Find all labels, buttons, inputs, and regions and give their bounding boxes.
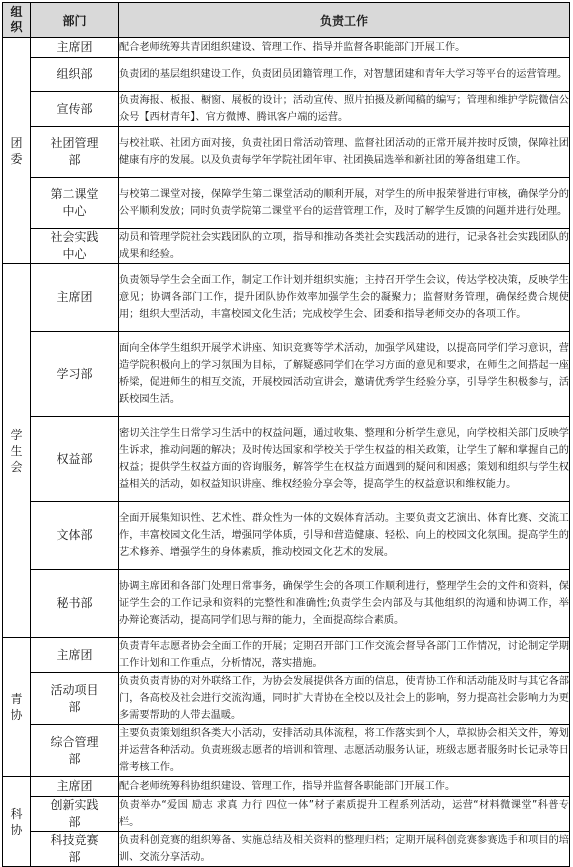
dept-label: 综合管理部 bbox=[50, 734, 99, 766]
dept-cell bbox=[31, 417, 119, 502]
table-row bbox=[3, 264, 570, 332]
dept-cell bbox=[31, 638, 119, 673]
dept-label: 主席团 bbox=[56, 647, 93, 662]
org-label: 团委 bbox=[10, 135, 23, 166]
org-label: 青协 bbox=[10, 692, 23, 722]
duty-cell: 负责举办“爱国 励志 求真 力行 四位一体”材子素质提升工程系列活动，运营“材料微课堂”科普专栏。 bbox=[119, 797, 570, 832]
table-row bbox=[3, 725, 570, 777]
table-row bbox=[3, 229, 570, 264]
header-duty: 负责工作 bbox=[119, 3, 570, 38]
table-row bbox=[3, 38, 570, 58]
dept-cell bbox=[31, 58, 119, 92]
duty-cell: 密切关注学生日常学习生活中的权益问题，通过收集、整理和分析学生意见，向学校相关部门反映学生诉求，推动问题的解决；及时传达国家和学校关于学生权益的相关政策，让学生了解和掌握自己的权益；提供学生权益方面的咨询服务，解答学生在权益方面遇到的疑问和困惑；策划和组织与学生权益相关的活动，如权益知识讲座、维权经验分享会等，提高学生的权益意识和维权能力。 bbox=[119, 417, 570, 502]
duty-cell: 面向全体学生组织开展学术讲座、知识竞赛等学术活动，加强学风建设，以提高同学们学习意识，营造学院积极向上的学习氛围为目标，了解疑惑同学们在学习方面的意见和要求，在师生之间搭起一座桥梁，促进师生的相互交流，开展校园活动宣讲会，邀请优秀学生经验分享，引导学生积极参与，活跃校园生活。 bbox=[119, 332, 570, 417]
org-label: 科协 bbox=[10, 806, 23, 837]
dept-label: 文体部 bbox=[56, 528, 93, 542]
duty-cell: 负责负责青协的对外联络工作，为协会发展提供各方面的信息，使青协工作和活动能及时与其它各部门，各高校及社会进行交流沟通，同时扩大青协在全校以及社会上的影响，努力提高社会影响力为更多需要帮助的人带去温暖。 bbox=[119, 673, 570, 725]
dept-label: 组织部 bbox=[56, 67, 93, 81]
org-label: 学生会 bbox=[10, 427, 23, 474]
duty-cell: 负责海报、板报、橱窗、展板的设计；活动宣传、照片拍摄及新闻稿的编写；管理和维护学院微信公众号【西材青年】、官方微博、腾讯客户端的运营。 bbox=[119, 92, 570, 127]
duty-cell: 负责科创竞赛的组织筹备、实施总结及相关资料的整理归档；定期开展科创竞赛参赛选手和项目的培训、交流分享活动。 bbox=[119, 832, 570, 867]
org-cell bbox=[3, 638, 31, 777]
responsibility-table bbox=[2, 2, 570, 867]
dept-label: 活动项目部 bbox=[50, 682, 99, 714]
duty-cell: 与校社联、社团方面对接，负责社团日常活动管理、监督社团活动的正常开展并按时反馈，保障社团健康有序的发展。以及负责每学年学院社团年审、社团换届选举和新社团的筹备组建工作。 bbox=[119, 127, 570, 178]
org-cell bbox=[3, 38, 31, 264]
dept-label: 社会实践中心 bbox=[50, 230, 99, 261]
dept-cell bbox=[31, 264, 119, 332]
table-header-row bbox=[3, 3, 570, 38]
dept-cell bbox=[31, 38, 119, 58]
dept-label: 创新实践部 bbox=[50, 798, 99, 829]
dept-label: 宣传部 bbox=[56, 101, 93, 116]
dept-cell bbox=[31, 832, 119, 867]
table-row bbox=[3, 673, 570, 725]
dept-cell bbox=[31, 92, 119, 127]
dept-cell bbox=[31, 725, 119, 777]
table-row bbox=[3, 332, 570, 417]
dept-cell bbox=[31, 229, 119, 264]
dept-cell bbox=[31, 332, 119, 417]
dept-label: 学习部 bbox=[56, 366, 93, 381]
duty-cell: 主要负责策划组织各类大小活动，安排活动具体流程，将工作落实到个人，草拟协会相关文件，筹划并运营各种活动。负责班级志愿者的培训和管理、志愿活动服务认证，班级志愿者服务时长记录等日常考核工作。 bbox=[119, 725, 570, 777]
org-cell bbox=[3, 777, 31, 867]
duty-cell: 负责团的基层组织建设工作，负责团员团籍管理工作，对智慧团建和青年大学习等平台的运营管理。 bbox=[119, 58, 570, 92]
header-dept: 部门 bbox=[31, 3, 119, 38]
table-row bbox=[3, 797, 570, 832]
table-row bbox=[3, 777, 570, 797]
duty-cell: 负责青年志愿者协会全面工作的开展；定期召开部门工作交流会督导各部门工作情况，讨论制定学期工作计划和工作重点，分析情况，落实措施。 bbox=[119, 638, 570, 673]
table-row bbox=[3, 502, 570, 570]
dept-label: 科技竞赛部 bbox=[50, 833, 99, 864]
dept-cell bbox=[31, 178, 119, 229]
table-row bbox=[3, 638, 570, 673]
org-cell bbox=[3, 264, 31, 638]
dept-cell bbox=[31, 673, 119, 725]
dept-label: 权益部 bbox=[56, 451, 93, 466]
dept-label: 第二课堂中心 bbox=[50, 187, 99, 218]
duty-cell: 全面开展集知识性、艺术性、群众性为一体的文娱体育活动。主要负责文艺演出、体育比赛、交流工作，丰富校园文化生活，增强同学体质，引导和营造健康、轻松、向上的校园文化氛围。提高学生的艺术修养、增强学生的身体素质，推动校园文化艺术的发展。 bbox=[119, 502, 570, 570]
duty-cell: 配合老师统筹共青团组织建设、管理工作、指导并监督各职能部门开展工作。 bbox=[119, 38, 570, 58]
duty-cell: 动员和管理学院社会实践团队的立项，指导和推动各类社会实践活动的进行，记录各社会实践团队的成果和经验。 bbox=[119, 229, 570, 264]
table-row bbox=[3, 832, 570, 867]
dept-label: 主席团 bbox=[56, 40, 93, 54]
table-row bbox=[3, 178, 570, 229]
header-org: 组织 bbox=[3, 3, 31, 38]
table-row bbox=[3, 570, 570, 638]
duty-cell: 与校第二课堂对接，保障学生第二课堂活动的顺利开展，对学生的所申报荣誉进行审核，确保学分的公平顺利发放；同时负责学院第二课堂平台的运营管理工作，及时了解学生反馈的问题并进行处理。 bbox=[119, 178, 570, 229]
duty-cell: 配合老师统筹科协组织建设、管理工作，指导并监督各职能部门开展工作。 bbox=[119, 777, 570, 797]
dept-label: 社团管理部 bbox=[50, 136, 99, 167]
table-row bbox=[3, 127, 570, 178]
dept-cell bbox=[31, 502, 119, 570]
dept-cell bbox=[31, 570, 119, 638]
dept-label: 主席团 bbox=[56, 779, 93, 793]
dept-cell bbox=[31, 777, 119, 797]
dept-cell bbox=[31, 797, 119, 832]
dept-cell bbox=[31, 127, 119, 178]
table-row bbox=[3, 417, 570, 502]
dept-label: 主席团 bbox=[56, 290, 93, 304]
table-row bbox=[3, 92, 570, 127]
table-row bbox=[3, 58, 570, 92]
dept-label: 秘书部 bbox=[56, 596, 93, 610]
duty-cell: 负责领导学生会全面工作，制定工作计划并组织实施；主持召开学生会议，传达学校决策，反映学生意见；协调各部门工作，提升团队协作效率加强学生会的凝聚力；监督财务管理，确保经费合规使用；组织大型活动，丰富校园文化生活；完成校学生会、团委和指导老师交办的各项工作。 bbox=[119, 264, 570, 332]
duty-cell: 协调主席团和各部门处理日常事务，确保学生会的各项工作顺利进行，整理学生会的文件和资料，保证学生会的工作记录和资料的完整性和准确性;负责学生会内部及与其他组织的沟通和协调工作，举办辩论赛活动，提高同学们思与辩的能力，全面提高综合素质。 bbox=[119, 570, 570, 638]
